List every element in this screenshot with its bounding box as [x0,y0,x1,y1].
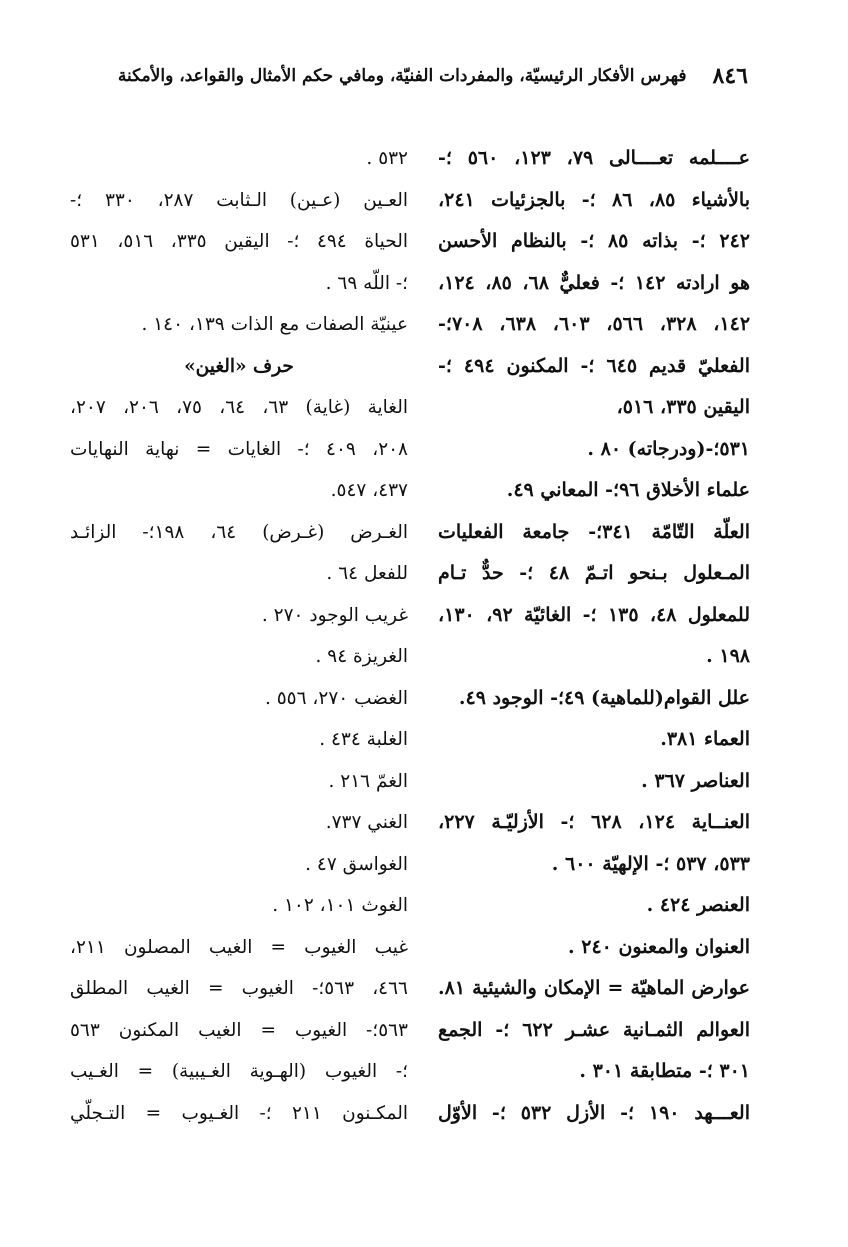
index-line: الغريزة ٩٤ . [315,646,408,667]
index-line: الغوث ١٠١، ١٠٢ . [272,895,408,916]
index-line: ٢٠٨، ٤٠٩ ؛- الغايات = نهاية النهايات [70,438,408,460]
index-line: علل القوام(للماهية) ٤٩؛- الوجود ٤٩. [458,686,750,709]
index-line: ؛- الغيوب (الهـوية الغـيبية) = الغـيب [70,1061,408,1082]
index-line: هو ارادته ١٤٢ ؛- فعليٌّ ٦٨، ٨٥، ١٢٤، [438,271,750,294]
running-title: فهرس الأفكار الرئيسيّة، والمفردات الفنيّة، ومافي حكم الأمثال والقواعد، والأمكنة [117,66,687,86]
index-line: الحياة ٤٩٤ ؛- اليقين ٣٣٥، ٥١٦، ٥٣١ [70,231,408,252]
index-column-left [70,138,408,1134]
index-line: الغلبة ٤٣٤ . [319,729,408,750]
index-line: الغضب ٢٧٠، ٥٥٦ . [264,687,408,709]
index-line: بالأشياء ٨٥، ٨٦ ؛- بالجزئيات ٢٤١، [438,188,750,211]
index-line: عينيّة الصفات مع الذات ١٣٩، ١٤٠ . [141,314,408,335]
index-line: المكـنون ٢١١ ؛- الغـيوب = التـجلّي [70,1102,408,1124]
index-line: العلّة التّامّة ٣٤١؛- جامعة الفعليات [438,520,750,543]
index-line: الغمّ ٢١٦ . [328,770,408,792]
index-line: ٥٣١؛-(ودرجاته) ٨٠ . [587,437,750,460]
index-line: الغني ٧٣٧. [325,812,408,833]
index-line: ٥٣٣، ٥٣٧ ؛- الإلهيّة ٦٠٠ . [551,852,750,875]
index-line: العنصر ٤٢٤ . [646,894,750,916]
running-header [100,58,748,94]
index-line: غريب الوجود ٢٧٠ . [261,604,408,626]
index-line: العنوان والمعنون ٢٤٠ . [568,935,750,958]
index-line: غيب الغيوب = الغيب المصلون ٢١١، [70,936,408,958]
index-line: للفعل ٦٤ . [326,563,408,584]
index-line: عــــلمه تعــــالى ٧٩، ١٢٣، ٥٦٠ ؛- [438,147,750,169]
index-line: العناصر ٣٦٧ . [641,769,750,792]
index-line: عوارض الماهيّة = الإمكان والشيئية ٨١. [438,977,750,999]
index-line: علماء الأخلاق ٩٦؛- المعاني ٤٩. [506,479,750,501]
index-line: العوالم الثمـانية عشـر ٦٢٢ ؛- الجمع [438,1018,750,1041]
section-heading: حرف «الغين» [184,355,294,377]
index-column-right [438,138,750,1134]
index-line: ٥٣٢ . [366,148,408,169]
index-line: الفعليّ قديم ٦٤٥ ؛- المكنون ٤٩٤ ؛- [438,354,750,377]
index-line: العـــهد ١٩٠ ؛- الأزل ٥٣٢ ؛- الأوّل [438,1101,750,1124]
index-line: العنــاية ١٢٤، ٦٢٨ ؛- الأزليّـة ٢٢٧، [438,811,750,833]
index-line: اليقين ٣٣٥، ٥١٦، [616,396,750,418]
index-line: العـين (عـين) الـثابت ٢٨٧، ٣٣٠ ؛- [70,189,408,211]
index-line: ؛- اللّه ٦٩ . [325,272,408,294]
index-line: المـعلول بـنحو اتـمّ ٤٨ ؛- حدٌّ تـام [438,562,750,584]
index-line: ١٩٨ . [706,645,750,667]
index-line: الغـرض (غـرض) ٦٤، ١٩٨؛- الزائـد [70,521,408,543]
index-line: ١٤٢، ٣٢٨، ٥٦٦، ٦٠٣، ٦٣٨، ٧٠٨؛- [438,313,750,335]
index-line: ٢٤٢ ؛- بذاته ٨٥ ؛- بالنظام الأحسن [438,230,750,252]
index-line: الغاية (غاية) ٦٣، ٦٤، ٧٥، ٢٠٦، ٢٠٧، [70,397,408,418]
index-line: ٣٠١ ؛- متطابقة ٣٠١ . [579,1060,750,1082]
index-line: الغواسق ٤٧ . [305,853,408,875]
index-line: للمعلول ٤٨، ١٣٥ ؛- الغائيّة ٩٢، ١٣٠، [438,603,750,626]
index-line: ٤٣٧، ٥٤٧. [330,480,408,501]
index-line: ٤٦٦، ٥٦٣؛- الغيوب = الغيب المطلق [70,978,408,999]
page-number: ٨٤٦ [712,63,748,89]
index-line: ٥٦٣؛- الغيوب = الغيب المكنون ٥٦٣ [70,1019,408,1041]
index-line: العماء ٣٨١. [660,728,750,750]
